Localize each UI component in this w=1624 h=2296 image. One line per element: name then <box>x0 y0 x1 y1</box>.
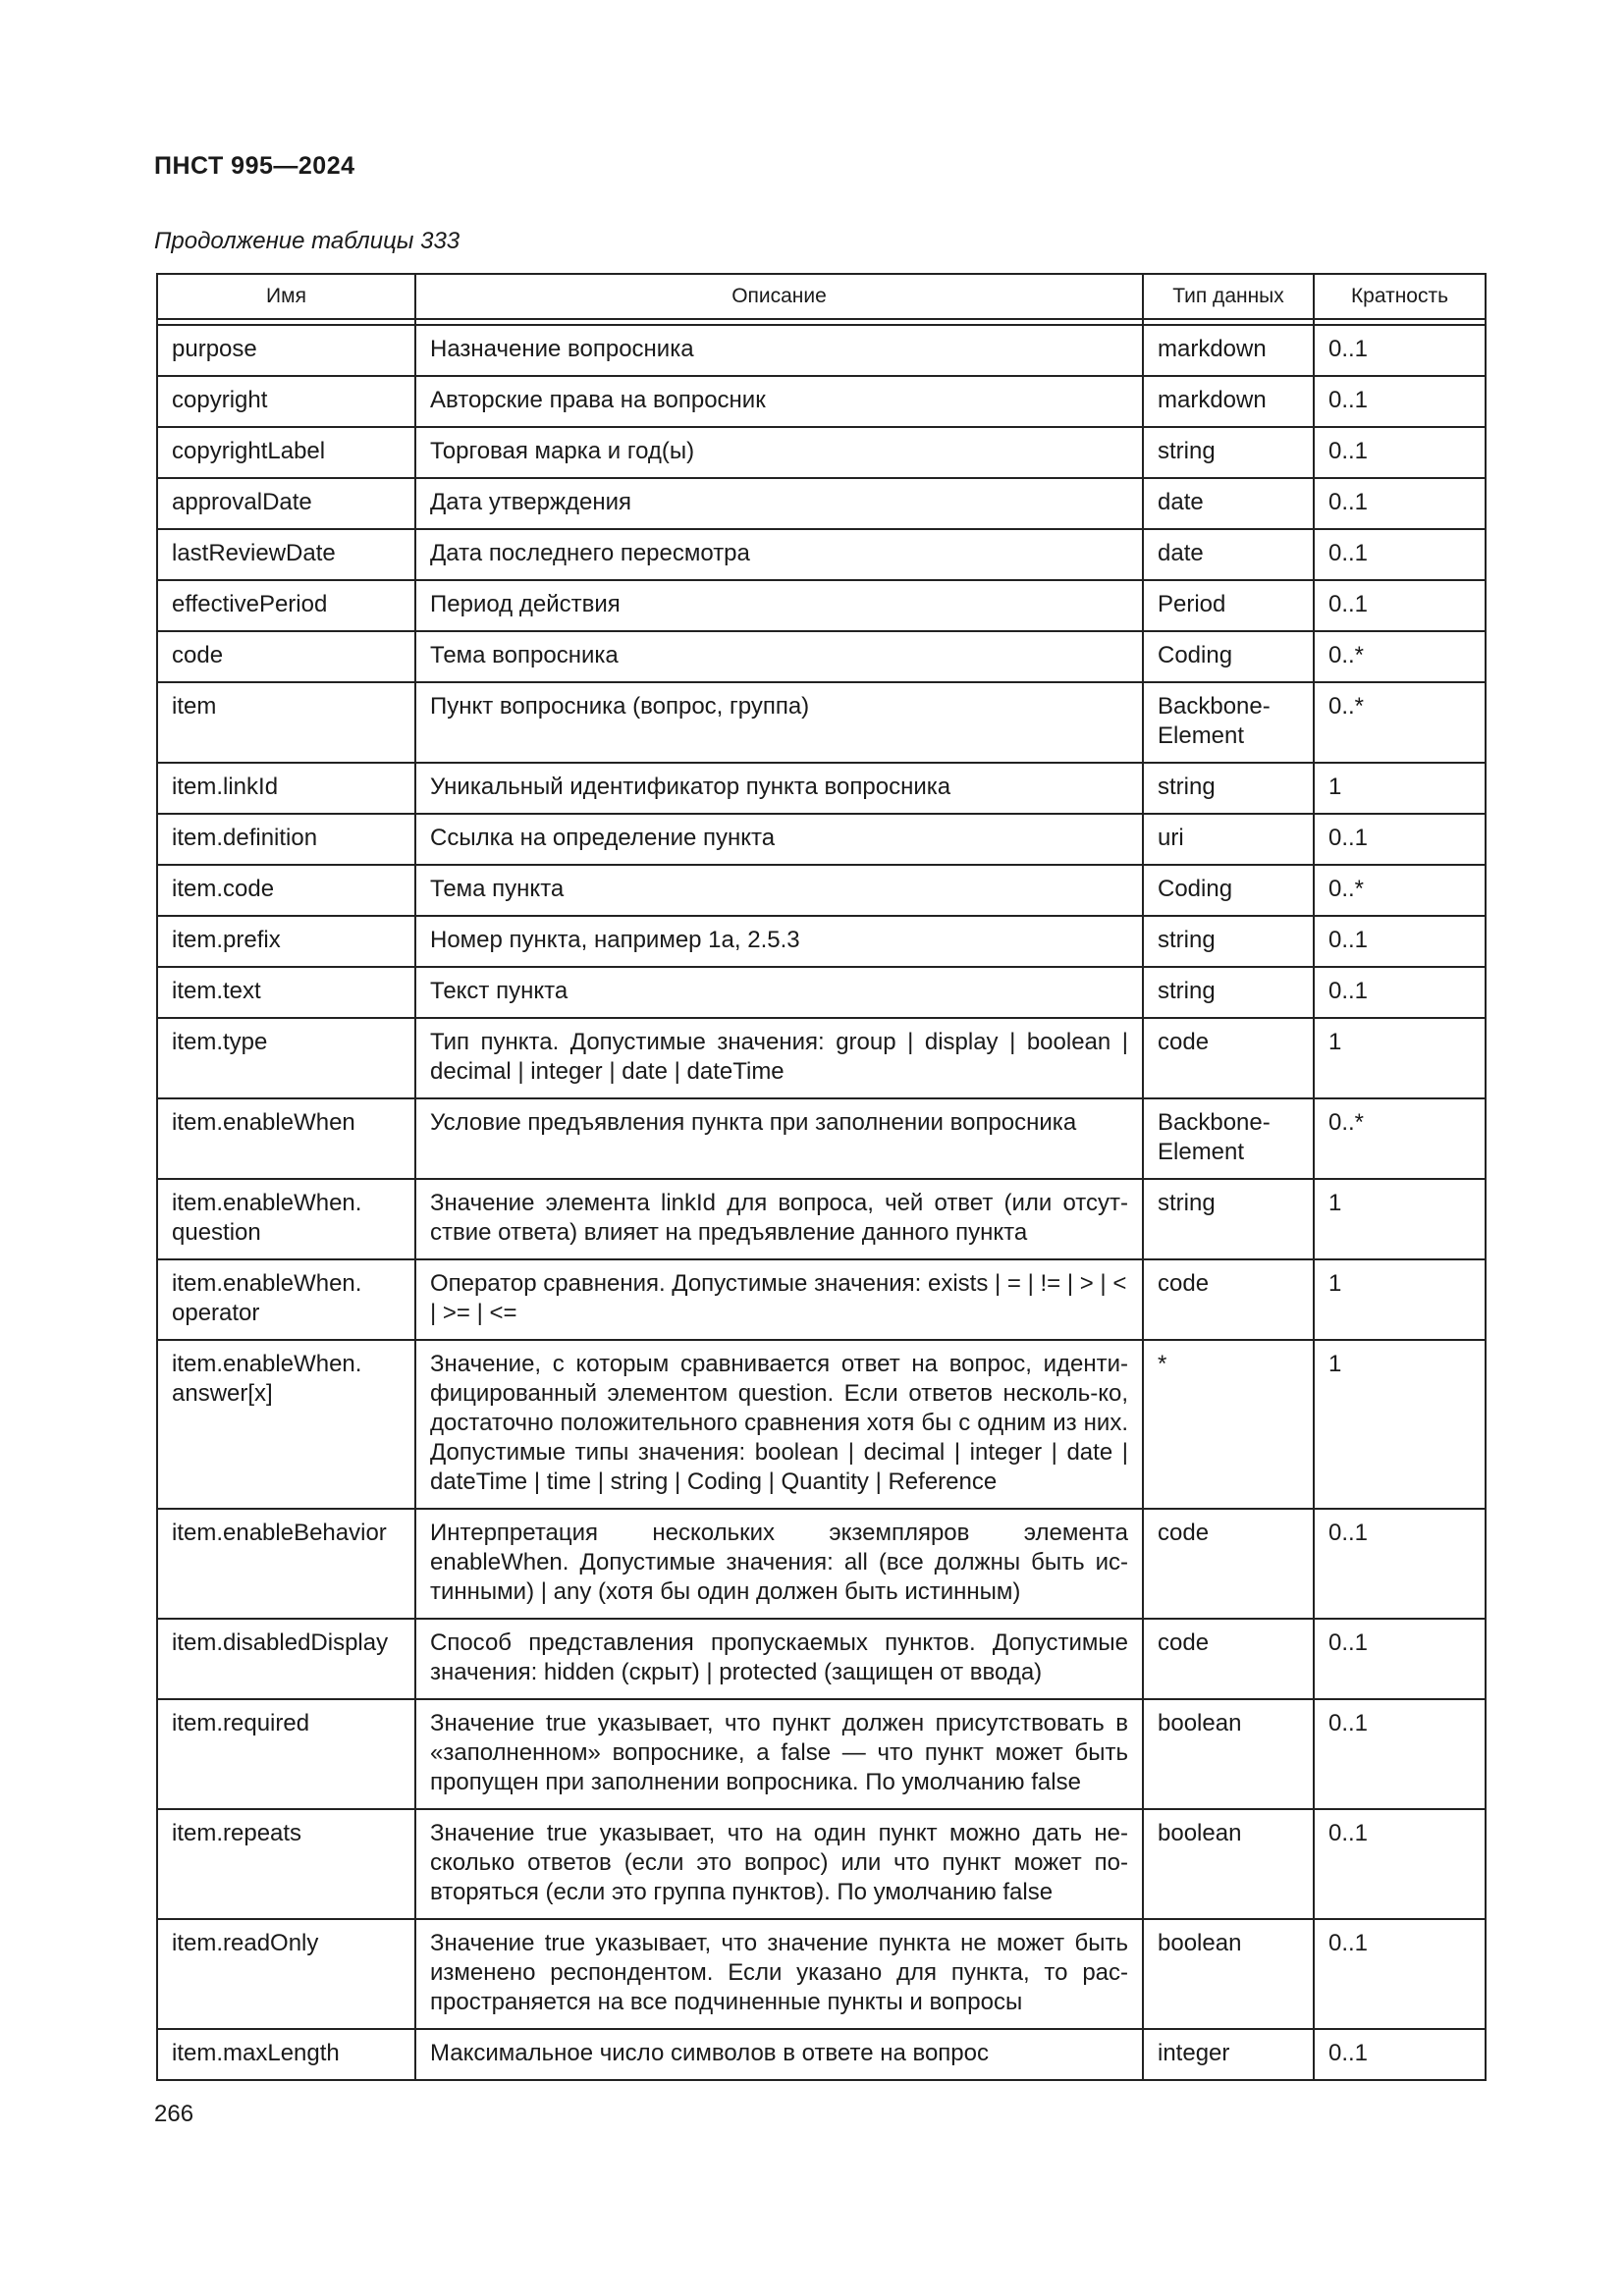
cell-description: Авторские права на вопросник <box>415 376 1143 427</box>
table-header <box>157 274 1486 319</box>
table-row <box>157 1179 1486 1259</box>
cell-type: string <box>1143 967 1314 1018</box>
cell-cardinality: 1 <box>1314 1018 1486 1098</box>
column-header-description: Описание <box>415 274 1143 319</box>
cell-description: Значение true указывает, что на один пункт можно дать не-сколько ответов (если это вопрос) или что пункт может по-вторяться (если это группа пунктов). По умолчанию false <box>415 1809 1143 1919</box>
cell-name: item.required <box>157 1699 415 1809</box>
cell-type: boolean <box>1143 1699 1314 1809</box>
cell-type: Coding <box>1143 865 1314 916</box>
cell-description: Номер пункта, например 1а, 2.5.3 <box>415 916 1143 967</box>
cell-type: code <box>1143 1619 1314 1699</box>
table-row <box>157 1619 1486 1699</box>
cell-name: item.readOnly <box>157 1919 415 2029</box>
cell-type: uri <box>1143 814 1314 865</box>
table-row <box>157 1259 1486 1340</box>
cell-description: Значение true указывает, что значение пункта не может быть изменено респондентом. Если указано для пункта, то рас-пространяется на все подчиненные пункты и вопросы <box>415 1919 1143 2029</box>
cell-description: Текст пункта <box>415 967 1143 1018</box>
cell-name: item.type <box>157 1018 415 1098</box>
cell-name: copyright <box>157 376 415 427</box>
table-row <box>157 2029 1486 2080</box>
cell-description: Условие предъявления пункта при заполнении вопросника <box>415 1098 1143 1179</box>
cell-cardinality: 0..1 <box>1314 580 1486 631</box>
table-row <box>157 1018 1486 1098</box>
column-header-type: Тип данных <box>1143 274 1314 319</box>
cell-name: item <box>157 682 415 763</box>
cell-type: Period <box>1143 580 1314 631</box>
table-row <box>157 1809 1486 1919</box>
cell-name: item.code <box>157 865 415 916</box>
cell-type: Backbone- Element <box>1143 682 1314 763</box>
cell-cardinality: 0..1 <box>1314 376 1486 427</box>
table-caption: Продолжение таблицы 333 <box>154 228 460 254</box>
cell-cardinality: 0..1 <box>1314 967 1486 1018</box>
cell-type: code <box>1143 1509 1314 1619</box>
table-row <box>157 916 1486 967</box>
table-row <box>157 967 1486 1018</box>
cell-type: boolean <box>1143 1919 1314 2029</box>
cell-cardinality: 0..* <box>1314 631 1486 682</box>
cell-name: item.definition <box>157 814 415 865</box>
cell-type: markdown <box>1143 376 1314 427</box>
table-row <box>157 814 1486 865</box>
cell-type: date <box>1143 529 1314 580</box>
cell-type: markdown <box>1143 325 1314 376</box>
column-header-cardinality: Кратность <box>1314 274 1486 319</box>
cell-description: Дата утверждения <box>415 478 1143 529</box>
table-row <box>157 1919 1486 2029</box>
cell-name: item.enableWhen <box>157 1098 415 1179</box>
cell-description: Тема пункта <box>415 865 1143 916</box>
table-row <box>157 1340 1486 1509</box>
cell-type: string <box>1143 427 1314 478</box>
cell-name: item.prefix <box>157 916 415 967</box>
cell-description: Пункт вопросника (вопрос, группа) <box>415 682 1143 763</box>
cell-description: Значение, с которым сравнивается ответ на вопрос, иденти-фицированный элементом question. Если ответов несколь-ко, достаточно положительного сравнения хотя бы с одним из них. Допустимые типы значения: boolean | decimal | integer | date | dateTime | time | string | Coding | Quantity | Reference <box>415 1340 1143 1509</box>
cell-type: string <box>1143 1179 1314 1259</box>
table-row <box>157 1509 1486 1619</box>
table-row <box>157 631 1486 682</box>
header-row <box>157 274 1486 319</box>
cell-cardinality: 0..1 <box>1314 916 1486 967</box>
cell-type: date <box>1143 478 1314 529</box>
cell-type: string <box>1143 763 1314 814</box>
cell-type: code <box>1143 1259 1314 1340</box>
data-table <box>156 273 1487 2081</box>
cell-cardinality: 0..1 <box>1314 1509 1486 1619</box>
cell-type: Coding <box>1143 631 1314 682</box>
table-row <box>157 325 1486 376</box>
cell-cardinality: 0..1 <box>1314 1919 1486 2029</box>
table-body <box>157 319 1486 2080</box>
cell-name: lastReviewDate <box>157 529 415 580</box>
cell-name: copyrightLabel <box>157 427 415 478</box>
cell-name: code <box>157 631 415 682</box>
cell-description: Назначение вопросника <box>415 325 1143 376</box>
cell-name: approvalDate <box>157 478 415 529</box>
cell-description: Способ представления пропускаемых пунктов. Допустимые значения: hidden (скрыт) | protected (защищен от ввода) <box>415 1619 1143 1699</box>
cell-name: item.disabledDisplay <box>157 1619 415 1699</box>
cell-type: * <box>1143 1340 1314 1509</box>
cell-cardinality: 1 <box>1314 1179 1486 1259</box>
table-row <box>157 478 1486 529</box>
cell-name: item.enableWhen. question <box>157 1179 415 1259</box>
cell-description: Значение элемента linkId для вопроса, чей ответ (или отсут-ствие ответа) влияет на предъявление данного пункта <box>415 1179 1143 1259</box>
table-row <box>157 763 1486 814</box>
cell-cardinality: 1 <box>1314 1259 1486 1340</box>
cell-description: Период действия <box>415 580 1143 631</box>
document-header: ПНСТ 995—2024 <box>154 152 355 180</box>
cell-cardinality: 0..* <box>1314 865 1486 916</box>
cell-name: effectivePeriod <box>157 580 415 631</box>
cell-name: item.maxLength <box>157 2029 415 2080</box>
cell-cardinality: 0..1 <box>1314 325 1486 376</box>
cell-cardinality: 0..* <box>1314 1098 1486 1179</box>
cell-cardinality: 0..1 <box>1314 1619 1486 1699</box>
cell-description: Уникальный идентификатор пункта вопросника <box>415 763 1143 814</box>
cell-cardinality: 0..1 <box>1314 427 1486 478</box>
cell-cardinality: 0..1 <box>1314 1699 1486 1809</box>
cell-description: Оператор сравнения. Допустимые значения: exists | = | != | > | < | >= | <= <box>415 1259 1143 1340</box>
cell-cardinality: 0..1 <box>1314 814 1486 865</box>
cell-type: code <box>1143 1018 1314 1098</box>
cell-name: item.enableWhen. answer[x] <box>157 1340 415 1509</box>
cell-type: string <box>1143 916 1314 967</box>
page-number: 266 <box>154 2101 194 2127</box>
cell-type: Backbone- Element <box>1143 1098 1314 1179</box>
table-row <box>157 865 1486 916</box>
cell-cardinality: 0..* <box>1314 682 1486 763</box>
cell-description: Значение true указывает, что пункт должен присутствовать в «заполненном» вопроснике, а false — что пункт может быть пропущен при заполнении вопросника. По умолчанию false <box>415 1699 1143 1809</box>
cell-cardinality: 0..1 <box>1314 478 1486 529</box>
cell-description: Дата последнего пересмотра <box>415 529 1143 580</box>
table-row <box>157 580 1486 631</box>
cell-cardinality: 1 <box>1314 1340 1486 1509</box>
cell-name: item.text <box>157 967 415 1018</box>
cell-description: Максимальное число символов в ответе на вопрос <box>415 2029 1143 2080</box>
cell-description: Тема вопросника <box>415 631 1143 682</box>
table-row <box>157 376 1486 427</box>
table-row <box>157 1699 1486 1809</box>
cell-name: item.repeats <box>157 1809 415 1919</box>
cell-type: integer <box>1143 2029 1314 2080</box>
cell-description: Тип пункта. Допустимые значения: group | display | boolean | decimal | integer | date | dateTime <box>415 1018 1143 1098</box>
column-header-name: Имя <box>157 274 415 319</box>
table-row <box>157 682 1486 763</box>
cell-cardinality: 1 <box>1314 763 1486 814</box>
cell-description: Торговая марка и год(ы) <box>415 427 1143 478</box>
cell-name: item.enableWhen. operator <box>157 1259 415 1340</box>
cell-type: boolean <box>1143 1809 1314 1919</box>
cell-name: item.linkId <box>157 763 415 814</box>
cell-cardinality: 0..1 <box>1314 529 1486 580</box>
cell-name: item.enableBehavior <box>157 1509 415 1619</box>
cell-cardinality: 0..1 <box>1314 2029 1486 2080</box>
cell-name: purpose <box>157 325 415 376</box>
cell-description: Интерпретация нескольких экземпляров элемента enableWhen. Допустимые значения: all (все должны быть ис-тинными) | any (хотя бы один должен быть истинным) <box>415 1509 1143 1619</box>
table-row <box>157 529 1486 580</box>
cell-description: Ссылка на определение пункта <box>415 814 1143 865</box>
cell-cardinality: 0..1 <box>1314 1809 1486 1919</box>
table-row <box>157 1098 1486 1179</box>
table-row <box>157 427 1486 478</box>
